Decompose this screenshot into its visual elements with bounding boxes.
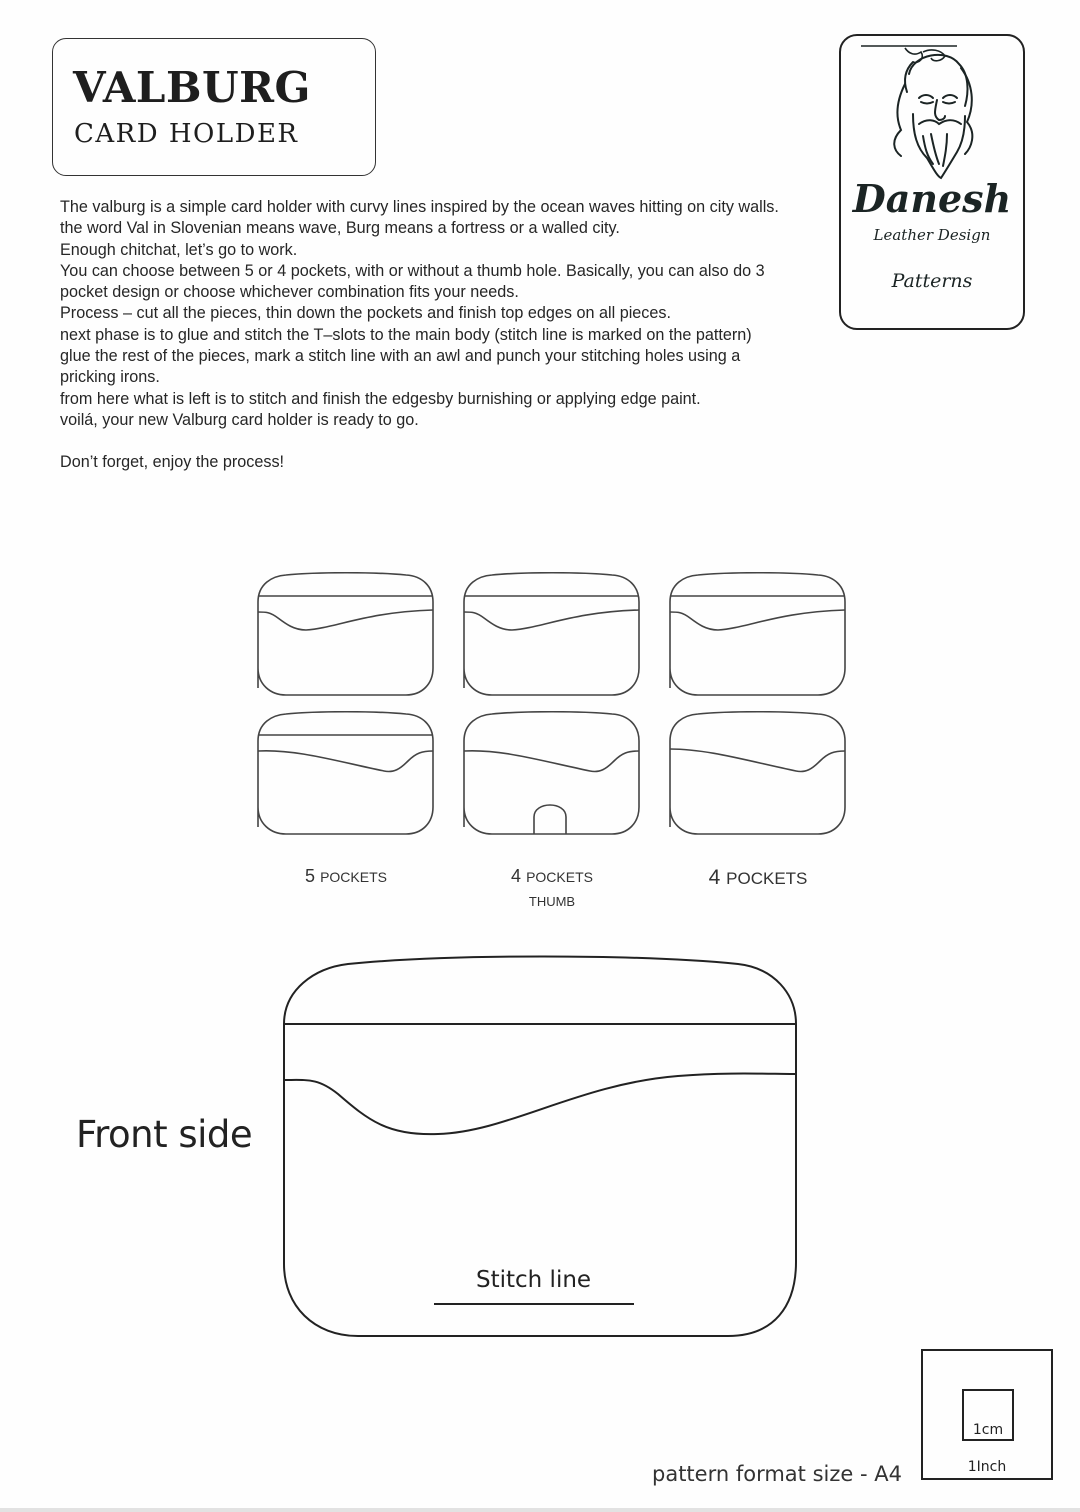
paragraph: The valburg is a simple card holder with curvy lines inspired by the ocean waves hitting on city walls. the word Val in Slovenian means wave, Burg means a fortress or a walled city. <box>60 198 779 238</box>
scale-cm-label: 1cm <box>972 1422 1004 1438</box>
flourish-icon <box>861 44 957 68</box>
paragraph: from here what is left is to stitch and finish the edgesby burnishing or applying edge paint. <box>60 389 701 408</box>
variant-2-front-piece-thumb-hole <box>462 711 642 837</box>
variant-1-label: 5 POCKETS <box>305 866 387 886</box>
scale-inch-label: 1Inch <box>967 1459 1007 1475</box>
paragraph: You can choose between 5 or 4 pockets, with or without a thumb hole. Basically, you can also do 3 pocket design or choose whichever combination fits your needs. <box>60 261 765 302</box>
paragraph: glue the rest of the pieces, mark a stitch line with an awl and punch your stitching holes using a pricking irons. <box>60 347 741 387</box>
brand-section: Patterns <box>891 270 973 292</box>
product-subtitle: CARD HOLDER <box>74 119 299 149</box>
variant-1-front-piece <box>256 711 436 837</box>
brand-name: Danesh <box>852 176 1012 221</box>
variant-1-back-piece <box>256 572 436 698</box>
variant-2-sublabel: THUMB <box>528 894 576 909</box>
variant-3-back-piece <box>668 572 848 698</box>
pattern-format-label: pattern format size - A4 <box>652 1462 902 1486</box>
scale-reference-cm <box>962 1389 1014 1441</box>
paragraph: Process – cut all the pieces, thin down the pockets and finish top edges on all pieces. <box>60 304 671 323</box>
paragraph: Enough chitchat, let’s go to work. <box>60 240 298 259</box>
variant-2-back-piece <box>462 572 642 698</box>
brand-tagline: Leather Design <box>873 226 991 244</box>
scale-reference-inch <box>921 1349 1053 1480</box>
closing-line: Don’t forget, enjoy the process! <box>60 453 285 472</box>
brand-logo <box>839 34 1025 330</box>
title-block <box>52 38 376 176</box>
product-title: VALBURG <box>73 63 311 112</box>
front-side-label: Front side <box>76 1113 253 1156</box>
page-bottom-edge <box>0 1508 1080 1512</box>
variant-2-label: 4 POCKETS <box>511 866 593 886</box>
instructions-text <box>60 197 780 474</box>
variant-3-front-piece <box>668 711 848 837</box>
paragraph: voilá, your new Valburg card holder is ready to go. <box>60 410 419 429</box>
stitch-line-label: Stitch line <box>476 1267 592 1293</box>
variant-3-label: 4 POCKETS <box>708 866 808 889</box>
paragraph: next phase is to glue and stitch the T–slots to the main body (stitch line is marked on the pattern) <box>60 325 752 344</box>
